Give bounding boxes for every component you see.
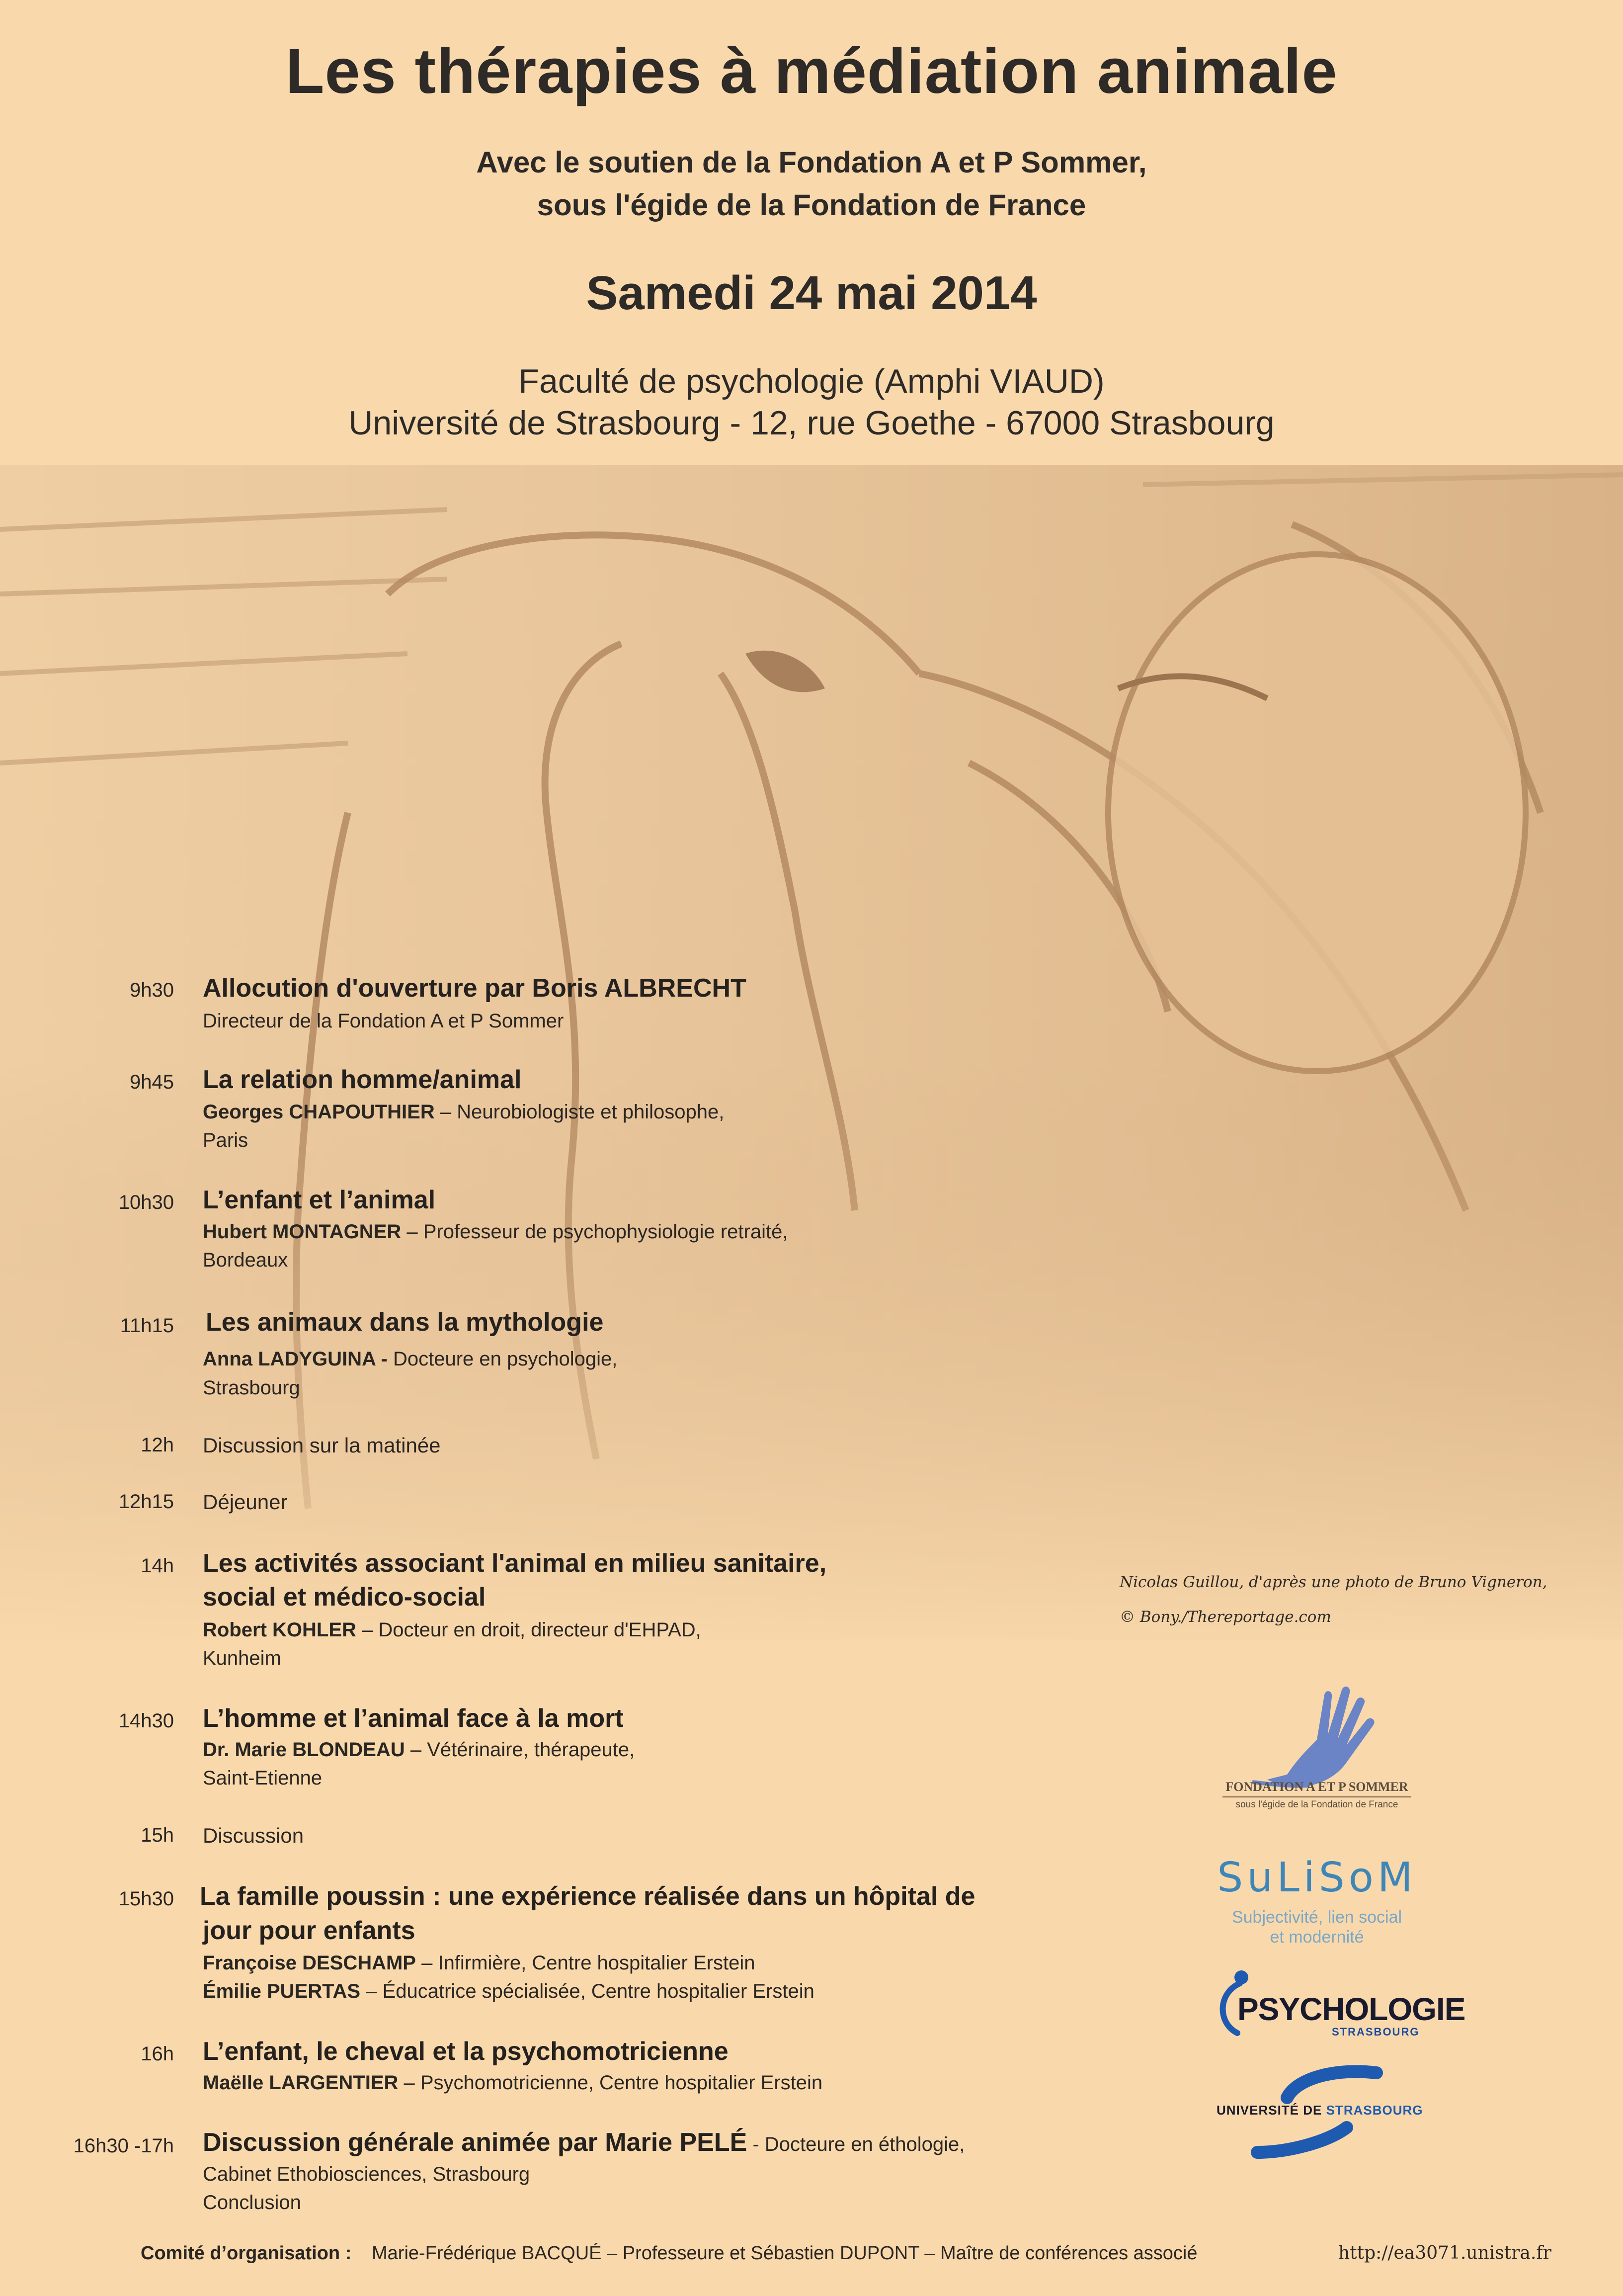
- session-title: Discussion générale animée par Marie PELÉ: [203, 2128, 747, 2157]
- unistra-name-part-2: STRASBOURG: [1326, 2103, 1423, 2118]
- sulisom-logo-subtitle-2: et modernité: [1270, 1928, 1364, 1947]
- session-time: 10h30: [118, 1191, 174, 1213]
- session-detail: Cabinet Ethobiosciences, Strasbourg: [203, 2163, 530, 2185]
- organizing-committee-label: Comité d’organisation :: [141, 2243, 352, 2264]
- session-speaker-line: [203, 1952, 755, 1974]
- session-speaker-line: [203, 1348, 617, 1370]
- session-label: Discussion: [203, 1824, 304, 1847]
- session-place: Paris: [203, 1129, 248, 1151]
- speaker-name: Hubert MONTAGNER: [203, 1221, 402, 1243]
- session-place: Kunheim: [203, 1647, 281, 1669]
- organizing-committee-members: Marie-Frédérique BACQUÉ – Professeure et Sébastien DUPONT – Maître de conférences associé: [372, 2243, 1198, 2264]
- psychologie-logo-subtitle: STRASBOURG: [1332, 2026, 1420, 2038]
- fondation-hand-logo-icon: [1222, 1675, 1411, 1819]
- session-place: Bordeaux: [203, 1249, 288, 1271]
- session-time: 12h15: [118, 1491, 174, 1513]
- website-link[interactable]: http://ea3071.unistra.fr: [1338, 2243, 1551, 2263]
- universite-strasbourg-logo-name: [1217, 2103, 1423, 2118]
- speaker-role: – Docteur en droit, directeur d'EHPAD,: [356, 1619, 701, 1641]
- session-time: 9h45: [130, 1071, 174, 1093]
- session-speaker-line: [203, 1101, 724, 1123]
- event-date: Samedi 24 mai 2014: [586, 266, 1037, 320]
- speaker-role: – Vétérinaire, thérapeute,: [405, 1739, 635, 1761]
- speaker-name: Françoise DESCHAMP: [203, 1952, 416, 1974]
- speaker-name: Georges CHAPOUTHIER: [203, 1101, 435, 1123]
- poster-title: Les thérapies à médiation animale: [285, 36, 1338, 107]
- speaker-name: Robert KOHLER: [203, 1619, 356, 1641]
- session-time: 11h15: [120, 1315, 174, 1337]
- session-speaker-line: [203, 1980, 814, 2003]
- speaker-name: Émilie PUERTAS: [203, 1980, 361, 2002]
- session-time: 16h30 -17h: [73, 2135, 174, 2157]
- unistra-name-part-1: UNIVERSITÉ DE: [1217, 2103, 1326, 2118]
- venue-line-1: Faculté de psychologie (Amphi VIAUD): [518, 362, 1105, 400]
- artwork-credit-line-2: © Bony./Thereportage.com: [1120, 1608, 1331, 1626]
- speaker-role: – Infirmière, Centre hospitalier Erstein: [415, 1952, 755, 1974]
- session-speaker-line: [203, 1619, 701, 1641]
- speaker-name: Anna LADYGUINA -: [203, 1348, 388, 1370]
- support-line-2: sous l'égide de la Fondation de France: [537, 188, 1086, 222]
- session-title: Les animaux dans la mythologie: [206, 1308, 604, 1337]
- speaker-role: Docteure en psychologie,: [387, 1348, 618, 1370]
- sulisom-logo-subtitle-1: Subjectivité, lien social: [1231, 1908, 1402, 1927]
- session-detail: Directeur de la Fondation A et P Sommer: [203, 1010, 564, 1032]
- session-title-cont: jour pour enfants: [203, 1916, 415, 1945]
- session-speaker-line: [203, 1739, 635, 1761]
- session-label: Discussion sur la matinée: [203, 1434, 441, 1457]
- session-title: La famille poussin : une expérience réalisée dans un hôpital de: [200, 1882, 975, 1911]
- session-role: - Docteure en éthologie,: [747, 2133, 965, 2155]
- session-detail: Conclusion: [203, 2192, 301, 2213]
- session-title-cont: social et médico-social: [203, 1583, 486, 1612]
- speaker-role: – Psychomotricienne, Centre hospitalier Erstein: [398, 2072, 823, 2094]
- artwork-credit-line-1: Nicolas Guillou, d'après une photo de Bruno Vigneron,: [1120, 1573, 1547, 1591]
- session-title: La relation homme/animal: [203, 1065, 522, 1094]
- session-time: 14h30: [118, 1710, 174, 1732]
- fondation-logo-name: FONDATION A ET P SOMMER: [1222, 1780, 1411, 1797]
- session-title-line: [203, 2127, 965, 2157]
- support-line-1: Avec le soutien de la Fondation A et P Sommer,: [476, 146, 1147, 179]
- session-title: L’enfant et l’animal: [203, 1186, 436, 1214]
- session-title: L’enfant, le cheval et la psychomotricienne: [203, 2037, 729, 2066]
- session-time: 12h: [141, 1434, 174, 1456]
- session-time: 16h: [141, 2043, 174, 2065]
- speaker-role: – Éducatrice spécialisée, Centre hospitalier Erstein: [360, 1980, 814, 2002]
- speaker-role: – Professeur de psychophysiologie retraité,: [401, 1221, 788, 1243]
- session-place: Saint-Etienne: [203, 1767, 323, 1789]
- fondation-logo-subtitle: sous l'égide de la Fondation de France: [1235, 1799, 1398, 1810]
- venue-line-2: Université de Strasbourg - 12, rue Goethe - 67000 Strasbourg: [348, 404, 1275, 442]
- session-time: 9h30: [130, 979, 174, 1001]
- session-title: Allocution d'ouverture par Boris ALBRECHT: [203, 974, 746, 1003]
- session-title: L’homme et l’animal face à la mort: [203, 1704, 624, 1733]
- session-title: Les activités associant l'animal en milieu sanitaire,: [203, 1549, 827, 1578]
- elephant-sketch-image: [0, 465, 1623, 1640]
- session-speaker-line: [203, 1221, 788, 1243]
- session-time: 14h: [141, 1555, 174, 1577]
- session-time: 15h30: [118, 1888, 174, 1910]
- psychologie-logo-name: PSYCHOLOGIE: [1237, 1991, 1465, 2027]
- speaker-name: Maëlle LARGENTIER: [203, 2072, 399, 2094]
- speaker-name: Dr. Marie BLONDEAU: [203, 1739, 405, 1761]
- session-speaker-line: [203, 2072, 822, 2094]
- sulisom-logo-name: SuLiSoM: [1217, 1854, 1417, 1901]
- session-time: 15h: [141, 1824, 174, 1846]
- speaker-role: – Neurobiologiste et philosophe,: [434, 1101, 725, 1123]
- session-place: Strasbourg: [203, 1377, 300, 1399]
- session-label: Déjeuner: [203, 1490, 288, 1514]
